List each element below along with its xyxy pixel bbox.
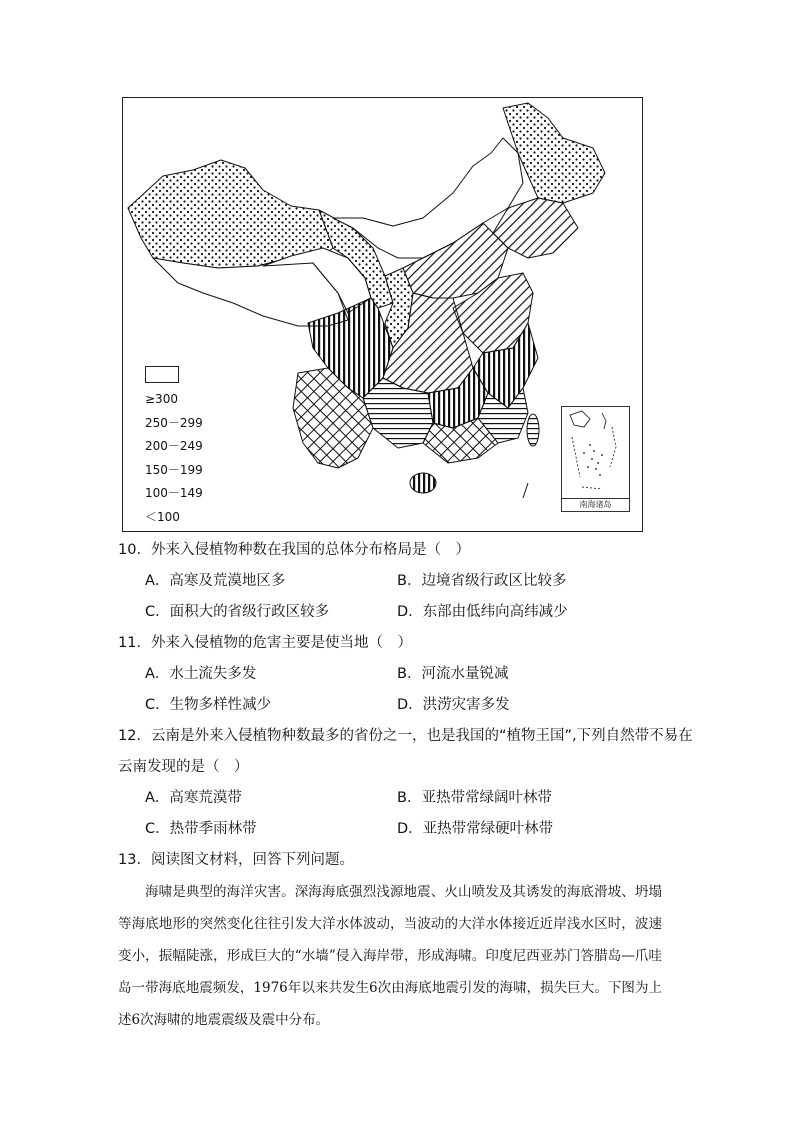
question-12-stem-line1: 12．云南是外来入侵植物种数最多的省份之一，也是我国的“植物王国”,下列自然带不易在 xyxy=(118,728,693,744)
question-13-stem: 13．阅读图文材料，回答下列问题。 xyxy=(118,852,354,868)
question-11-stem: 11．外来入侵植物的危害主要是使当地（ ） xyxy=(118,635,412,651)
region-xinjiang xyxy=(128,160,333,268)
legend-label: ≥300 xyxy=(145,391,178,406)
question-11-option-a[interactable]: A．水土流失多发 xyxy=(145,666,257,682)
legend-item xyxy=(145,481,203,505)
china-invasive-plants-map xyxy=(122,97,643,532)
legend-item xyxy=(145,434,203,458)
legend-item xyxy=(145,411,203,435)
question-12-option-b[interactable]: B．亚热带常绿阔叶林带 xyxy=(397,790,552,806)
question-12-option-d[interactable]: D．亚热带常绿硬叶林带 xyxy=(397,821,554,837)
question-11-option-b[interactable]: B．河流水量锐减 xyxy=(397,666,509,682)
legend-label: 200－249 xyxy=(145,439,203,454)
region-hainan xyxy=(410,473,436,493)
question-12-option-a[interactable]: A．高寒荒漠带 xyxy=(145,790,242,806)
legend-item xyxy=(145,505,203,529)
legend-item xyxy=(145,387,203,411)
question-13-passage: 海啸是典型的海洋灾害。深海海底强烈浅源地震、火山喷发及其诱发的海底滑坡、坍塌等海底地形的突然变化往往引发大洋水体波动，当波动的大洋水体接近近岸浅水区时，波速变小，振幅陡涨，形成巨大的“水墙”侵入海岸带，形成海啸。印度尼西亚苏门答腊岛—爪哇岛一带海底地震频发，1976年以来共发生6次由海底地震引发的海啸，损失巨大。下图为上述6次海啸的地震震级及震中分布。 xyxy=(118,884,662,1028)
question-10-option-a[interactable]: A．高寒及荒漠地区多 xyxy=(145,573,286,589)
legend-label: ＜100 xyxy=(145,509,180,524)
legend-item xyxy=(145,458,203,482)
question-10-option-d[interactable]: D．东部由低纬向高纬减少 xyxy=(397,604,568,620)
legend-label: 250－299 xyxy=(145,415,203,430)
region-taiwan xyxy=(527,414,539,446)
question-10-option-c[interactable]: C．面积大的省级行政区较多 xyxy=(145,604,330,620)
question-12-option-c[interactable]: C．热带季雨林带 xyxy=(145,821,257,837)
question-12-stem-line2: 云南发现的是（ ） xyxy=(118,759,249,775)
question-10-option-b[interactable]: B．边境省级行政区比较多 xyxy=(397,573,567,589)
south-china-sea-inset xyxy=(561,406,630,512)
inset-label: 南海诸岛 xyxy=(562,498,629,511)
inset-map xyxy=(562,407,629,499)
question-11-option-c[interactable]: C．生物多样性减少 xyxy=(145,697,272,713)
question-10-stem: 10．外来入侵植物种数在我国的总体分布格局是（ ） xyxy=(118,542,470,558)
legend-swatch-blank xyxy=(145,366,179,383)
legend-label: 150－199 xyxy=(145,462,203,477)
question-11-option-d[interactable]: D．洪涝灾害多发 xyxy=(397,697,510,713)
legend-label: 100－149 xyxy=(145,486,203,501)
map-legend xyxy=(145,366,203,528)
